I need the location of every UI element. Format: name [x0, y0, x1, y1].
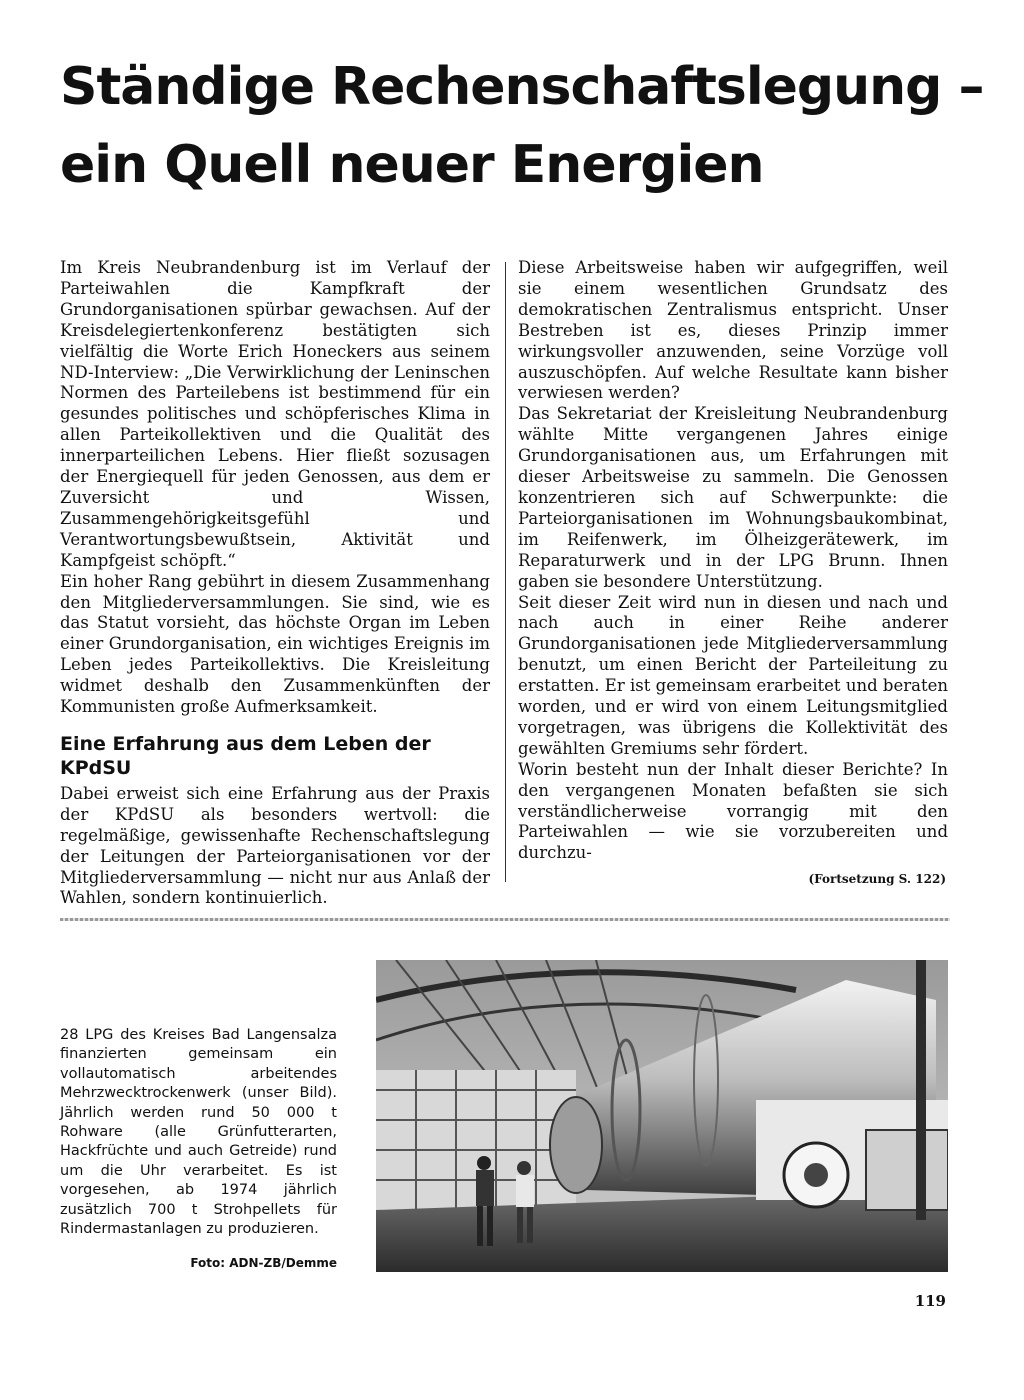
left-column	[60, 258, 490, 909]
body-paragraph: Das Sekretariat der Kreisleitung Neubrandenburg wählte Mitte vergangenen Jahres einige Grundorganisationen aus, um Erfahrungen mit dieser Arbeitsweise zu sammeln. Die Genossen konzentrieren sich auf Schwerpunkte: die Parteiorganisationen im Wohnungsbaukombinat, im Reifenwerk, im Ölheizgerätewerk, im Reparaturwerk und in der LPG Brunn. Ihnen gaben sie besondere Unterstützung.	[518, 404, 948, 591]
body-paragraph: Ein hoher Rang gebührt in diesem Zusammenhang den Mitgliederversammlungen. Sie sind, wie es das Statut vorsieht, das höchste Organ im Leben einer Grundorganisation, ein wichtiges Ereignis im Leben jedes Parteikollektivs. Die Kreisleitung widmet deshalb den Zusammenkünften der Kommunisten große Aufmerksamkeit.	[60, 571, 490, 717]
photo-credit: Foto: ADN-ZB/Demme	[190, 1256, 337, 1270]
photo-caption: 28 LPG des Kreises Bad Langensalza finanzierten gemeinsam ein vollautomatisch arbeitendes Mehrzwecktrockenwerk (unser Bild). Jährlich werden rund 50 000 t Rohware (alle Grünfutterarten, Hackfrüchte und auch Getreide) rund um die Uhr verarbeitet. Es ist vorgesehen, ab 1974 jährlich zusätzlich 700 t Strohpellets für Rindermastanlagen zu produzieren.	[60, 1027, 337, 1238]
title-line-1: Ständige Rechenschaftslegung –	[60, 57, 984, 117]
body-paragraph: Dabei erweist sich eine Erfahrung aus der Praxis der KPdSU als besonders wertvoll: die regelmäßige, gewissenhafte Rechenschaftslegung der Leitungen der Parteiorganisationen vor der Mitgliederversammlung — nicht nur aus Anlaß der Wahlen, sondern kontinuierlich.	[60, 783, 490, 908]
body-paragraph: Im Kreis Neubrandenburg ist im Verlauf der Parteiwahlen die Kampfkraft der Grundorganisationen spürbar gewachsen. Auf der Kreisdelegiertenkonferenz bestätigten sich vielfältig die Worte Erich Honeckers aus seinem ND-Interview: „Die Verwirklichung der Leninschen Normen des Parteilebens ist bestimmend für ein gesundes politisches und schöpferisches Klima in allen Parteikollektiven und die Qualität des innerparteilichen Lebens. Hier fließt sozusagen der Energiequell für jeden Genossen, aus dem er Zuversicht und Wissen, Zusammengehörigkeitsgefühl und Verantwortungsbewußtsein, Aktivität und Kampfgeist schöpft.“	[60, 258, 490, 570]
article-title	[60, 48, 984, 204]
body-paragraph: Worin besteht nun der Inhalt dieser Berichte? In den vergangenen Monaten befaßten sie sich verständlicherweise vorrangig mit den Parteiwahlen — wie sie vorzubereiten und durchzu-	[518, 759, 948, 863]
factory-photo	[376, 960, 948, 1272]
title-line-2: ein Quell neuer Energien	[60, 135, 764, 195]
page-number: 119	[914, 1292, 946, 1310]
body-paragraph: Diese Arbeitsweise haben wir aufgegriffen, weil sie einem wesentlichen Grundsatz des demokratischen Zentralismus entspricht. Unser Bestreben ist es, dieses Prinzip immer wirkungsvoller anzuwenden, seine Vorzüge voll auszuschöpfen. Auf welche Resultate kann bisher verwiesen werden?	[518, 258, 948, 403]
factory-photo-illustration	[376, 960, 948, 1272]
continuation-note: (Fortsetzung S. 122)	[808, 872, 946, 886]
column-divider	[505, 262, 506, 882]
section-subheading: Eine Erfahrung aus dem Leben der KPdSU	[60, 732, 431, 779]
body-paragraph: Seit dieser Zeit wird nun in diesen und nach und nach auch in einer Reihe anderer Grundorganisationen jede Mitgliederversammlung benutzt, um einen Bericht der Parteileitung zu erstatten. Er ist gemeinsam erarbeitet und beraten worden, und er wird von einem Leitungsmitglied vorgetragen, was übrigens die Kollektivität des gewählten Gremiums sehr fördert.	[518, 592, 948, 758]
right-column	[518, 258, 948, 864]
section-rule	[60, 918, 950, 921]
